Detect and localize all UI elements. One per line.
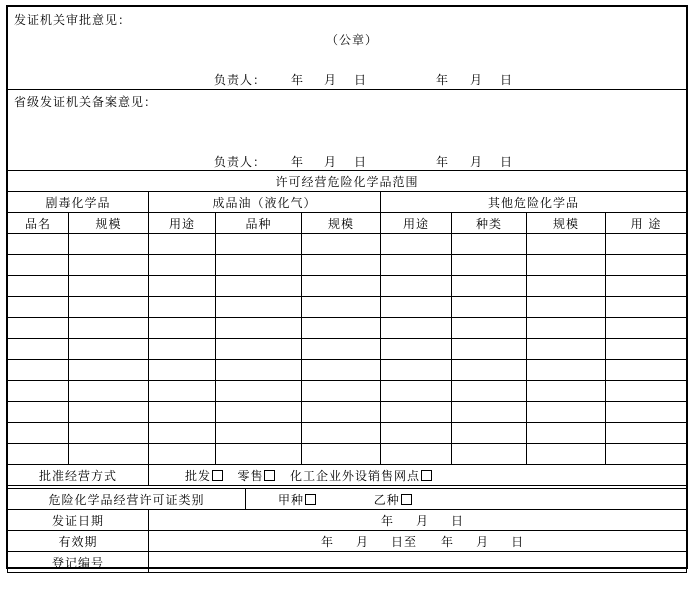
column-header: 品名 bbox=[8, 213, 69, 234]
table-cell[interactable] bbox=[527, 381, 606, 402]
table-row bbox=[8, 297, 687, 318]
table-cell[interactable] bbox=[381, 360, 452, 381]
table-cell[interactable] bbox=[216, 423, 302, 444]
table-cell[interactable] bbox=[149, 402, 216, 423]
table-cell[interactable] bbox=[381, 402, 452, 423]
provincial-label: 省级发证机关备案意见： bbox=[14, 95, 158, 109]
table-cell[interactable] bbox=[69, 402, 149, 423]
table-cell[interactable] bbox=[302, 318, 381, 339]
table-cell[interactable] bbox=[216, 339, 302, 360]
table-cell[interactable] bbox=[381, 255, 452, 276]
table-row bbox=[8, 360, 687, 381]
table-row bbox=[8, 255, 687, 276]
issue-month: 月 bbox=[416, 513, 430, 528]
table-cell[interactable] bbox=[302, 255, 381, 276]
table-cell[interactable] bbox=[452, 276, 527, 297]
table-cell[interactable] bbox=[606, 234, 687, 255]
valid-from-day: 日至 bbox=[391, 534, 418, 549]
group-toxic: 剧毒化学品 bbox=[8, 192, 149, 213]
table-cell[interactable] bbox=[69, 360, 149, 381]
table-cell[interactable] bbox=[149, 297, 216, 318]
table-row bbox=[8, 444, 687, 465]
table-row bbox=[8, 276, 687, 297]
issue-date-label: 发证日期 bbox=[8, 510, 149, 531]
table-cell[interactable] bbox=[8, 360, 69, 381]
column-header: 用途 bbox=[381, 213, 452, 234]
table-cell[interactable] bbox=[8, 444, 69, 465]
valid-from-year: 年 bbox=[321, 534, 335, 549]
column-header: 用途 bbox=[149, 213, 216, 234]
table-cell[interactable] bbox=[69, 444, 149, 465]
table-cell[interactable] bbox=[216, 297, 302, 318]
table-cell[interactable] bbox=[452, 360, 527, 381]
provincial-sign-month: 月 bbox=[324, 155, 338, 169]
table-cell[interactable] bbox=[302, 297, 381, 318]
table-cell[interactable] bbox=[606, 423, 687, 444]
table-cell[interactable] bbox=[149, 444, 216, 465]
group-other: 其他危险化学品 bbox=[381, 192, 687, 213]
table-cell[interactable] bbox=[381, 318, 452, 339]
table-cell[interactable] bbox=[381, 234, 452, 255]
table-cell[interactable] bbox=[381, 339, 452, 360]
table-cell[interactable] bbox=[69, 255, 149, 276]
table-cell[interactable] bbox=[606, 381, 687, 402]
table-cell[interactable] bbox=[8, 423, 69, 444]
table-cell[interactable] bbox=[149, 255, 216, 276]
column-header: 种类 bbox=[452, 213, 527, 234]
table-cell[interactable] bbox=[149, 339, 216, 360]
table-cell[interactable] bbox=[527, 318, 606, 339]
provincial-sign-year: 年 bbox=[291, 155, 305, 169]
provincial-date-year: 年 bbox=[436, 155, 450, 169]
table-cell[interactable] bbox=[69, 276, 149, 297]
table-cell[interactable] bbox=[302, 402, 381, 423]
approval-options bbox=[149, 465, 687, 486]
provincial-date-day: 日 bbox=[500, 155, 514, 169]
table-cell[interactable] bbox=[149, 318, 216, 339]
table-cell[interactable] bbox=[302, 381, 381, 402]
issuer-date-year: 年 bbox=[436, 73, 450, 87]
license-type-label: 危险化学品经营许可证类别 bbox=[8, 489, 246, 510]
outlet-checkbox[interactable] bbox=[421, 470, 432, 481]
table-cell[interactable] bbox=[527, 276, 606, 297]
class-a-label: 甲种 bbox=[278, 492, 305, 507]
table-cell[interactable] bbox=[606, 402, 687, 423]
wholesale-checkbox[interactable] bbox=[212, 470, 223, 481]
table-cell[interactable] bbox=[302, 423, 381, 444]
table-cell[interactable] bbox=[452, 402, 527, 423]
scope-table bbox=[7, 170, 687, 486]
table-cell[interactable] bbox=[606, 297, 687, 318]
table-cell[interactable] bbox=[452, 297, 527, 318]
issuer-sign-day: 日 bbox=[354, 73, 368, 87]
table-cell[interactable] bbox=[216, 360, 302, 381]
provincial-section bbox=[8, 90, 686, 170]
table-cell[interactable] bbox=[527, 234, 606, 255]
option-wholesale-label: 批发 bbox=[185, 468, 212, 483]
table-cell[interactable] bbox=[606, 318, 687, 339]
table-cell[interactable] bbox=[606, 444, 687, 465]
valid-to-month: 月 bbox=[476, 534, 490, 549]
table-cell[interactable] bbox=[606, 255, 687, 276]
table-cell[interactable] bbox=[527, 444, 606, 465]
table-cell[interactable] bbox=[527, 402, 606, 423]
table-cell[interactable] bbox=[216, 276, 302, 297]
table-cell[interactable] bbox=[8, 234, 69, 255]
issuer-date-day: 日 bbox=[500, 73, 514, 87]
issue-date-field[interactable] bbox=[149, 510, 687, 531]
table-cell[interactable] bbox=[606, 339, 687, 360]
table-cell[interactable] bbox=[8, 339, 69, 360]
table-cell[interactable] bbox=[149, 276, 216, 297]
option-retail-label: 零售 bbox=[237, 468, 264, 483]
class-a-checkbox[interactable] bbox=[305, 494, 316, 505]
table-cell[interactable] bbox=[216, 255, 302, 276]
table-cell[interactable] bbox=[69, 381, 149, 402]
table-cell[interactable] bbox=[216, 318, 302, 339]
table-cell[interactable] bbox=[381, 276, 452, 297]
table-cell[interactable] bbox=[302, 276, 381, 297]
table-cell[interactable] bbox=[216, 402, 302, 423]
table-cell[interactable] bbox=[381, 381, 452, 402]
table-row bbox=[8, 402, 687, 423]
table-cell[interactable] bbox=[452, 318, 527, 339]
table-cell[interactable] bbox=[302, 444, 381, 465]
license-type-options bbox=[246, 489, 687, 510]
provincial-sign-day: 日 bbox=[354, 155, 368, 169]
table-cell[interactable] bbox=[302, 339, 381, 360]
table-cell[interactable] bbox=[8, 318, 69, 339]
column-header: 规模 bbox=[302, 213, 381, 234]
option-outlet-label: 化工企业外设销售网点 bbox=[289, 468, 420, 483]
issuer-date-month: 月 bbox=[470, 73, 484, 87]
table-cell[interactable] bbox=[69, 339, 149, 360]
table-cell[interactable] bbox=[149, 234, 216, 255]
table-row bbox=[8, 318, 687, 339]
table-cell[interactable] bbox=[149, 423, 216, 444]
table-cell[interactable] bbox=[302, 360, 381, 381]
retail-checkbox[interactable] bbox=[264, 470, 275, 481]
table-cell[interactable] bbox=[452, 339, 527, 360]
issue-day: 日 bbox=[451, 513, 465, 528]
table-cell[interactable] bbox=[527, 255, 606, 276]
table-cell[interactable] bbox=[8, 297, 69, 318]
registration-label: 登记编号 bbox=[8, 552, 149, 573]
table-cell[interactable] bbox=[452, 234, 527, 255]
table-cell[interactable] bbox=[527, 339, 606, 360]
valid-to-day: 日 bbox=[511, 534, 525, 549]
provincial-date-month: 月 bbox=[470, 155, 484, 169]
table-cell[interactable] bbox=[381, 444, 452, 465]
valid-to-year: 年 bbox=[441, 534, 455, 549]
validity-label: 有效期 bbox=[8, 531, 149, 552]
table-cell[interactable] bbox=[216, 381, 302, 402]
provincial-signer-label: 负责人： bbox=[214, 155, 267, 169]
table-cell[interactable] bbox=[8, 276, 69, 297]
table-row bbox=[8, 423, 687, 444]
table-cell[interactable] bbox=[69, 423, 149, 444]
validity-field[interactable] bbox=[149, 531, 687, 552]
issuer-sign-year: 年 bbox=[291, 73, 305, 87]
valid-from-month: 月 bbox=[356, 534, 370, 549]
table-cell[interactable] bbox=[149, 360, 216, 381]
table-cell[interactable] bbox=[216, 444, 302, 465]
class-b-label: 乙种 bbox=[373, 492, 400, 507]
issuer-section bbox=[8, 7, 686, 89]
table-cell[interactable] bbox=[527, 360, 606, 381]
issue-year: 年 bbox=[381, 513, 395, 528]
table-cell[interactable] bbox=[149, 381, 216, 402]
column-header: 用 途 bbox=[606, 213, 687, 234]
table-cell[interactable] bbox=[69, 297, 149, 318]
table-cell[interactable] bbox=[606, 276, 687, 297]
column-header-row bbox=[8, 213, 687, 234]
column-header: 品种 bbox=[216, 213, 302, 234]
issuer-signer-label: 负责人： bbox=[214, 73, 267, 87]
group-oil: 成品油（液化气） bbox=[149, 192, 381, 213]
table-cell[interactable] bbox=[381, 423, 452, 444]
registration-value[interactable] bbox=[149, 552, 687, 573]
issuer-label: 发证机关审批意见： bbox=[14, 13, 132, 27]
table-cell[interactable] bbox=[606, 360, 687, 381]
table-cell[interactable] bbox=[69, 318, 149, 339]
table-cell[interactable] bbox=[381, 297, 452, 318]
table-cell[interactable] bbox=[527, 423, 606, 444]
table-row bbox=[8, 381, 687, 402]
table-cell[interactable] bbox=[69, 234, 149, 255]
approval-label: 批准经营方式 bbox=[8, 465, 149, 486]
form-frame bbox=[6, 5, 688, 569]
scope-rows bbox=[8, 234, 687, 465]
table-cell[interactable] bbox=[452, 255, 527, 276]
column-header: 规模 bbox=[527, 213, 606, 234]
column-header: 规模 bbox=[69, 213, 149, 234]
table-cell[interactable] bbox=[452, 423, 527, 444]
table-cell[interactable] bbox=[452, 444, 527, 465]
table-row bbox=[8, 339, 687, 360]
license-info-table bbox=[7, 488, 687, 573]
table-row bbox=[8, 234, 687, 255]
issuer-sign-month: 月 bbox=[324, 73, 338, 87]
seal-label: （公章） bbox=[326, 33, 379, 47]
table-cell[interactable] bbox=[216, 234, 302, 255]
table-cell[interactable] bbox=[8, 402, 69, 423]
table-cell[interactable] bbox=[8, 255, 69, 276]
table-cell[interactable] bbox=[8, 381, 69, 402]
table-cell[interactable] bbox=[452, 381, 527, 402]
table-cell[interactable] bbox=[527, 297, 606, 318]
scope-title: 许可经营危险化学品范围 bbox=[8, 171, 687, 192]
table-cell[interactable] bbox=[302, 234, 381, 255]
class-b-checkbox[interactable] bbox=[401, 494, 412, 505]
